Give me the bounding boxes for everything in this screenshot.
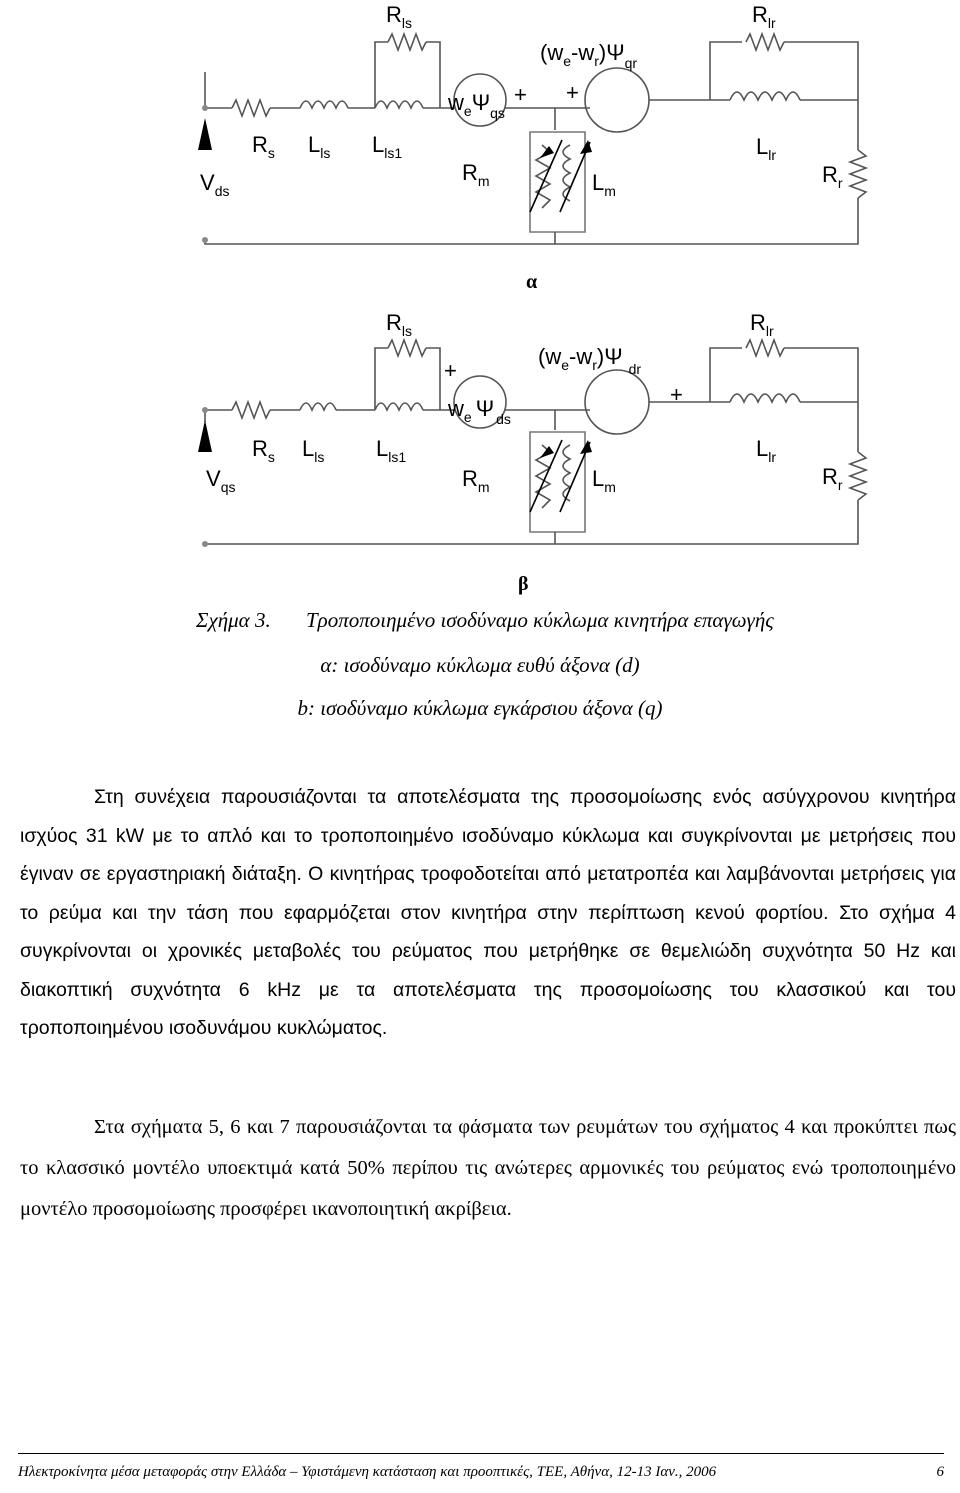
footer-text: Ηλεκτροκίνητα μέσα μεταφοράς στην Ελλάδα – Υφιστάμενη κατάσταση και προοπτικές, ΤΕΕ, Αθήνα, 12-13 Ιαν., 2006: [18, 1464, 717, 1480]
label-lls1-b: $L_{ls1}$: [376, 436, 407, 465]
label-we-psi-b: $w_e$ Ψ $_{ds}$: [448, 396, 511, 427]
circuit-a-caption: α: [526, 271, 538, 293]
label-plus-2: +: [566, 80, 579, 105]
label-llr: $L_{lr}$: [756, 134, 777, 163]
label-lls-b: $L_{ls}$: [302, 436, 325, 465]
label-plus-2-b: +: [670, 382, 683, 407]
figure-title: Τροποποιημένο ισοδύναμο κύκλωμα κινητήρα επαγωγής: [306, 608, 774, 632]
label-rr: $R_r$: [822, 162, 843, 191]
label-plus-1: +: [514, 82, 527, 107]
label-vds: $V_{ds}$: [200, 170, 230, 199]
label-rs-b: $R_s$: [252, 436, 275, 465]
label-lm: $L_m$: [592, 170, 616, 199]
page-footer: [18, 1453, 944, 1481]
circuit-diagram-b: [0, 290, 960, 600]
label-we-psi: $w_e\Psi_{qs}$: [448, 90, 505, 121]
label-llr-b: $L_{lr}$: [756, 436, 777, 465]
label-rs: $R_s$: [252, 132, 275, 161]
label-rlr: $R_{lr}$: [752, 2, 776, 31]
body-paragraph-1: Στη συνέχεια παρουσιάζονται τα αποτελέσματα της προσομοίωσης ενός ασύγχρονου κινητήρα ισχύος 31 kW με το απλό και το τροποποιημένο ισοδύναμο κύκλωμα και συγκρίνονται με μετρήσεις που έγιναν σε εργαστηριακή διάταξη. Ο κινητήρας τροφοδοτείται από μετατροπέα και λαμβάνονται μετρήσεις για το ρεύμα και την τάση που εφαρμόζεται στον κινητήρα στην περίπτωση κενού φορτίου. Στο σχήμα 4 συγκρίνονται οι χρονικές μεταβολές του ρεύματος που μετρήθηκε σε θεμελιώδη συχνότητα 50 Hz και διακοπτική συχνότητα 6 kHz με τα αποτελέσματα της προσομοίωσης του κλασσικού και του τροποποιημένου ισοδυνάμου κυκλώματος.: [20, 786, 956, 1039]
figure-label: Σχήμα 3.: [196, 608, 271, 632]
label-rm: $R_m$: [462, 160, 490, 189]
page-number: 6: [936, 1464, 944, 1480]
figure-caption-title: [196, 608, 926, 633]
label-lm-b: $L_m$: [592, 466, 616, 495]
label-vqs: $V_{qs}$: [206, 466, 236, 495]
label-lls1: $L_{ls1}$: [372, 132, 403, 161]
body-paragraph-2: Στα σχήματα 5, 6 και 7 παρουσιάζονται τα φάσματα των ρευμάτων του σχήματος 4 και προκύπτει πως το κλασσικό μοντέλο υποεκτιμά κατά 50% περίπου τις ανώτερες αρμονικές του ρεύματος ενώ τροποποιημένο μοντέλο προσομοίωσης προσφέρει ικανοποιητική ακρίβεια.: [20, 1116, 956, 1220]
label-rm-b: $R_m$: [462, 466, 490, 495]
label-rls-b: $R_{ls}$: [386, 310, 413, 339]
circuit-b-caption: β: [518, 573, 529, 595]
label-rls: $R_{ls}$: [386, 2, 413, 31]
label-emf: $(w_e-w_r)\Psi_{qr}$: [540, 40, 638, 71]
label-lls: $L_{ls}$: [308, 132, 331, 161]
circuit-diagram-a: [0, 0, 960, 293]
label-emf-b: $(w_e-w_r)\Psi$ $_{dr}$: [538, 344, 642, 377]
label-rr-b: $R_r$: [822, 464, 843, 493]
label-plus-1-b: +: [444, 358, 457, 383]
figure-caption-a: α: ισοδύναμο κύκλωμα ευθύ άξονα (d): [320, 653, 640, 677]
label-rlr-b: $R_{lr}$: [750, 310, 774, 339]
figure-caption-b: b: ισοδύναμο κύκλωμα εγκάρσιου άξονα (q): [297, 696, 663, 720]
